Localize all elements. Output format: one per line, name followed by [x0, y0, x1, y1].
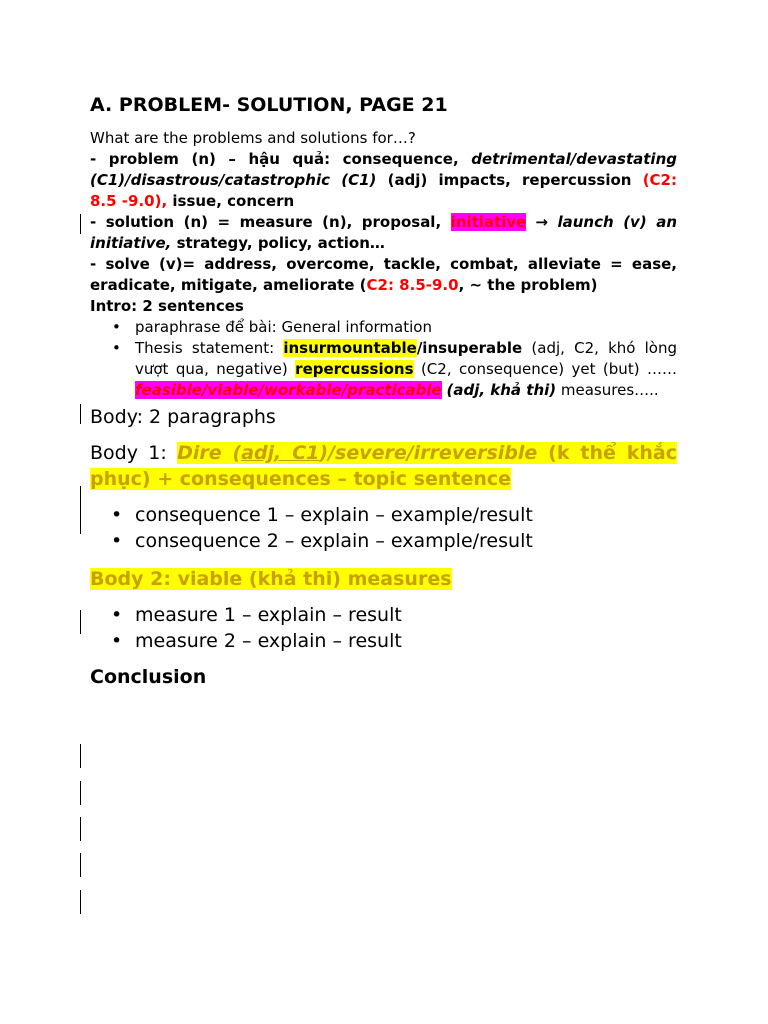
page-title: A. PROBLEM- SOLUTION, PAGE 21	[90, 94, 448, 116]
problem-adjectives: detrimental/devastating (C1)/disastrous/catastrophic (C1)	[90, 150, 677, 189]
margin-bar	[80, 214, 81, 234]
problem-impacts: (adj) impacts, repercussion	[376, 171, 643, 189]
list-item: • measure 2 – explain – result	[135, 628, 677, 654]
solution-line	[90, 212, 677, 254]
list-item: • Thesis statement: insurmountable/insuperable (adj, C2, khó lòng vượt qua, negative) repercussions (C2, consequence) yet (but) ……feasible/viable/workable/practicable (adj, khả thi) measures…..	[135, 338, 677, 401]
body2-list	[90, 602, 677, 654]
problem-issue: issue, concern	[167, 192, 295, 210]
solve-line	[90, 254, 677, 296]
launch-phrase: launch (v) an initiative,	[90, 213, 677, 252]
body2-title: Body 2: viable (khả thi) measures	[90, 568, 452, 590]
solve-label: - solve (v)= address, overcome, tackle, combat, alleviate = ease, eradicate, mitigate, ameliorate (	[90, 255, 677, 294]
list-item: • measure 1 – explain – result	[135, 602, 677, 628]
arrow-icon: →	[535, 213, 548, 231]
intro-list	[90, 317, 677, 401]
insurmountable-highlight: insurmountable	[283, 339, 417, 357]
margin-bar	[80, 890, 81, 914]
list-item: • consequence 1 – explain – example/result	[135, 502, 677, 528]
solution-strategy: strategy, policy, action…	[171, 234, 385, 252]
solve-tail: , ~ the problem)	[458, 276, 598, 294]
list-item: • paraphrase để bài: General information	[135, 317, 677, 338]
margin-bar	[80, 404, 81, 424]
body1-title: Body 1: Dire (adj, C1)/severe/irreversible (k thể khắc phục) + consequences – topic sentence	[90, 442, 677, 490]
initiative-highlight: initiative	[450, 213, 527, 231]
intro-heading: Intro: 2 sentences	[90, 297, 244, 315]
margin-bar	[80, 486, 81, 534]
margin-bar	[80, 744, 81, 768]
problem-label: - problem (n) – hậu quả: consequence,	[90, 150, 472, 168]
list-item: • consequence 2 – explain – example/result	[135, 528, 677, 554]
solution-label: - solution (n) = measure (n), proposal,	[90, 213, 451, 231]
margin-bar	[80, 853, 81, 877]
document-page	[90, 92, 677, 709]
margin-bar	[80, 817, 81, 841]
margin-bar	[80, 610, 81, 634]
solve-level: C2: 8.5-9.0	[366, 276, 459, 294]
problem-level: (C2: 8.5 -9.0),	[90, 171, 677, 210]
conclusion-heading: Conclusion	[90, 666, 207, 688]
margin-bar	[80, 781, 81, 805]
question-text: What are the problems and solutions for…?	[90, 129, 416, 147]
body1-list	[90, 502, 677, 554]
repercussions-highlight: repercussions	[295, 360, 414, 378]
body-heading: Body: 2 paragraphs	[90, 406, 276, 428]
problem-line	[90, 149, 677, 212]
feasible-highlight: feasible/viable/workable/practicable	[135, 381, 442, 399]
